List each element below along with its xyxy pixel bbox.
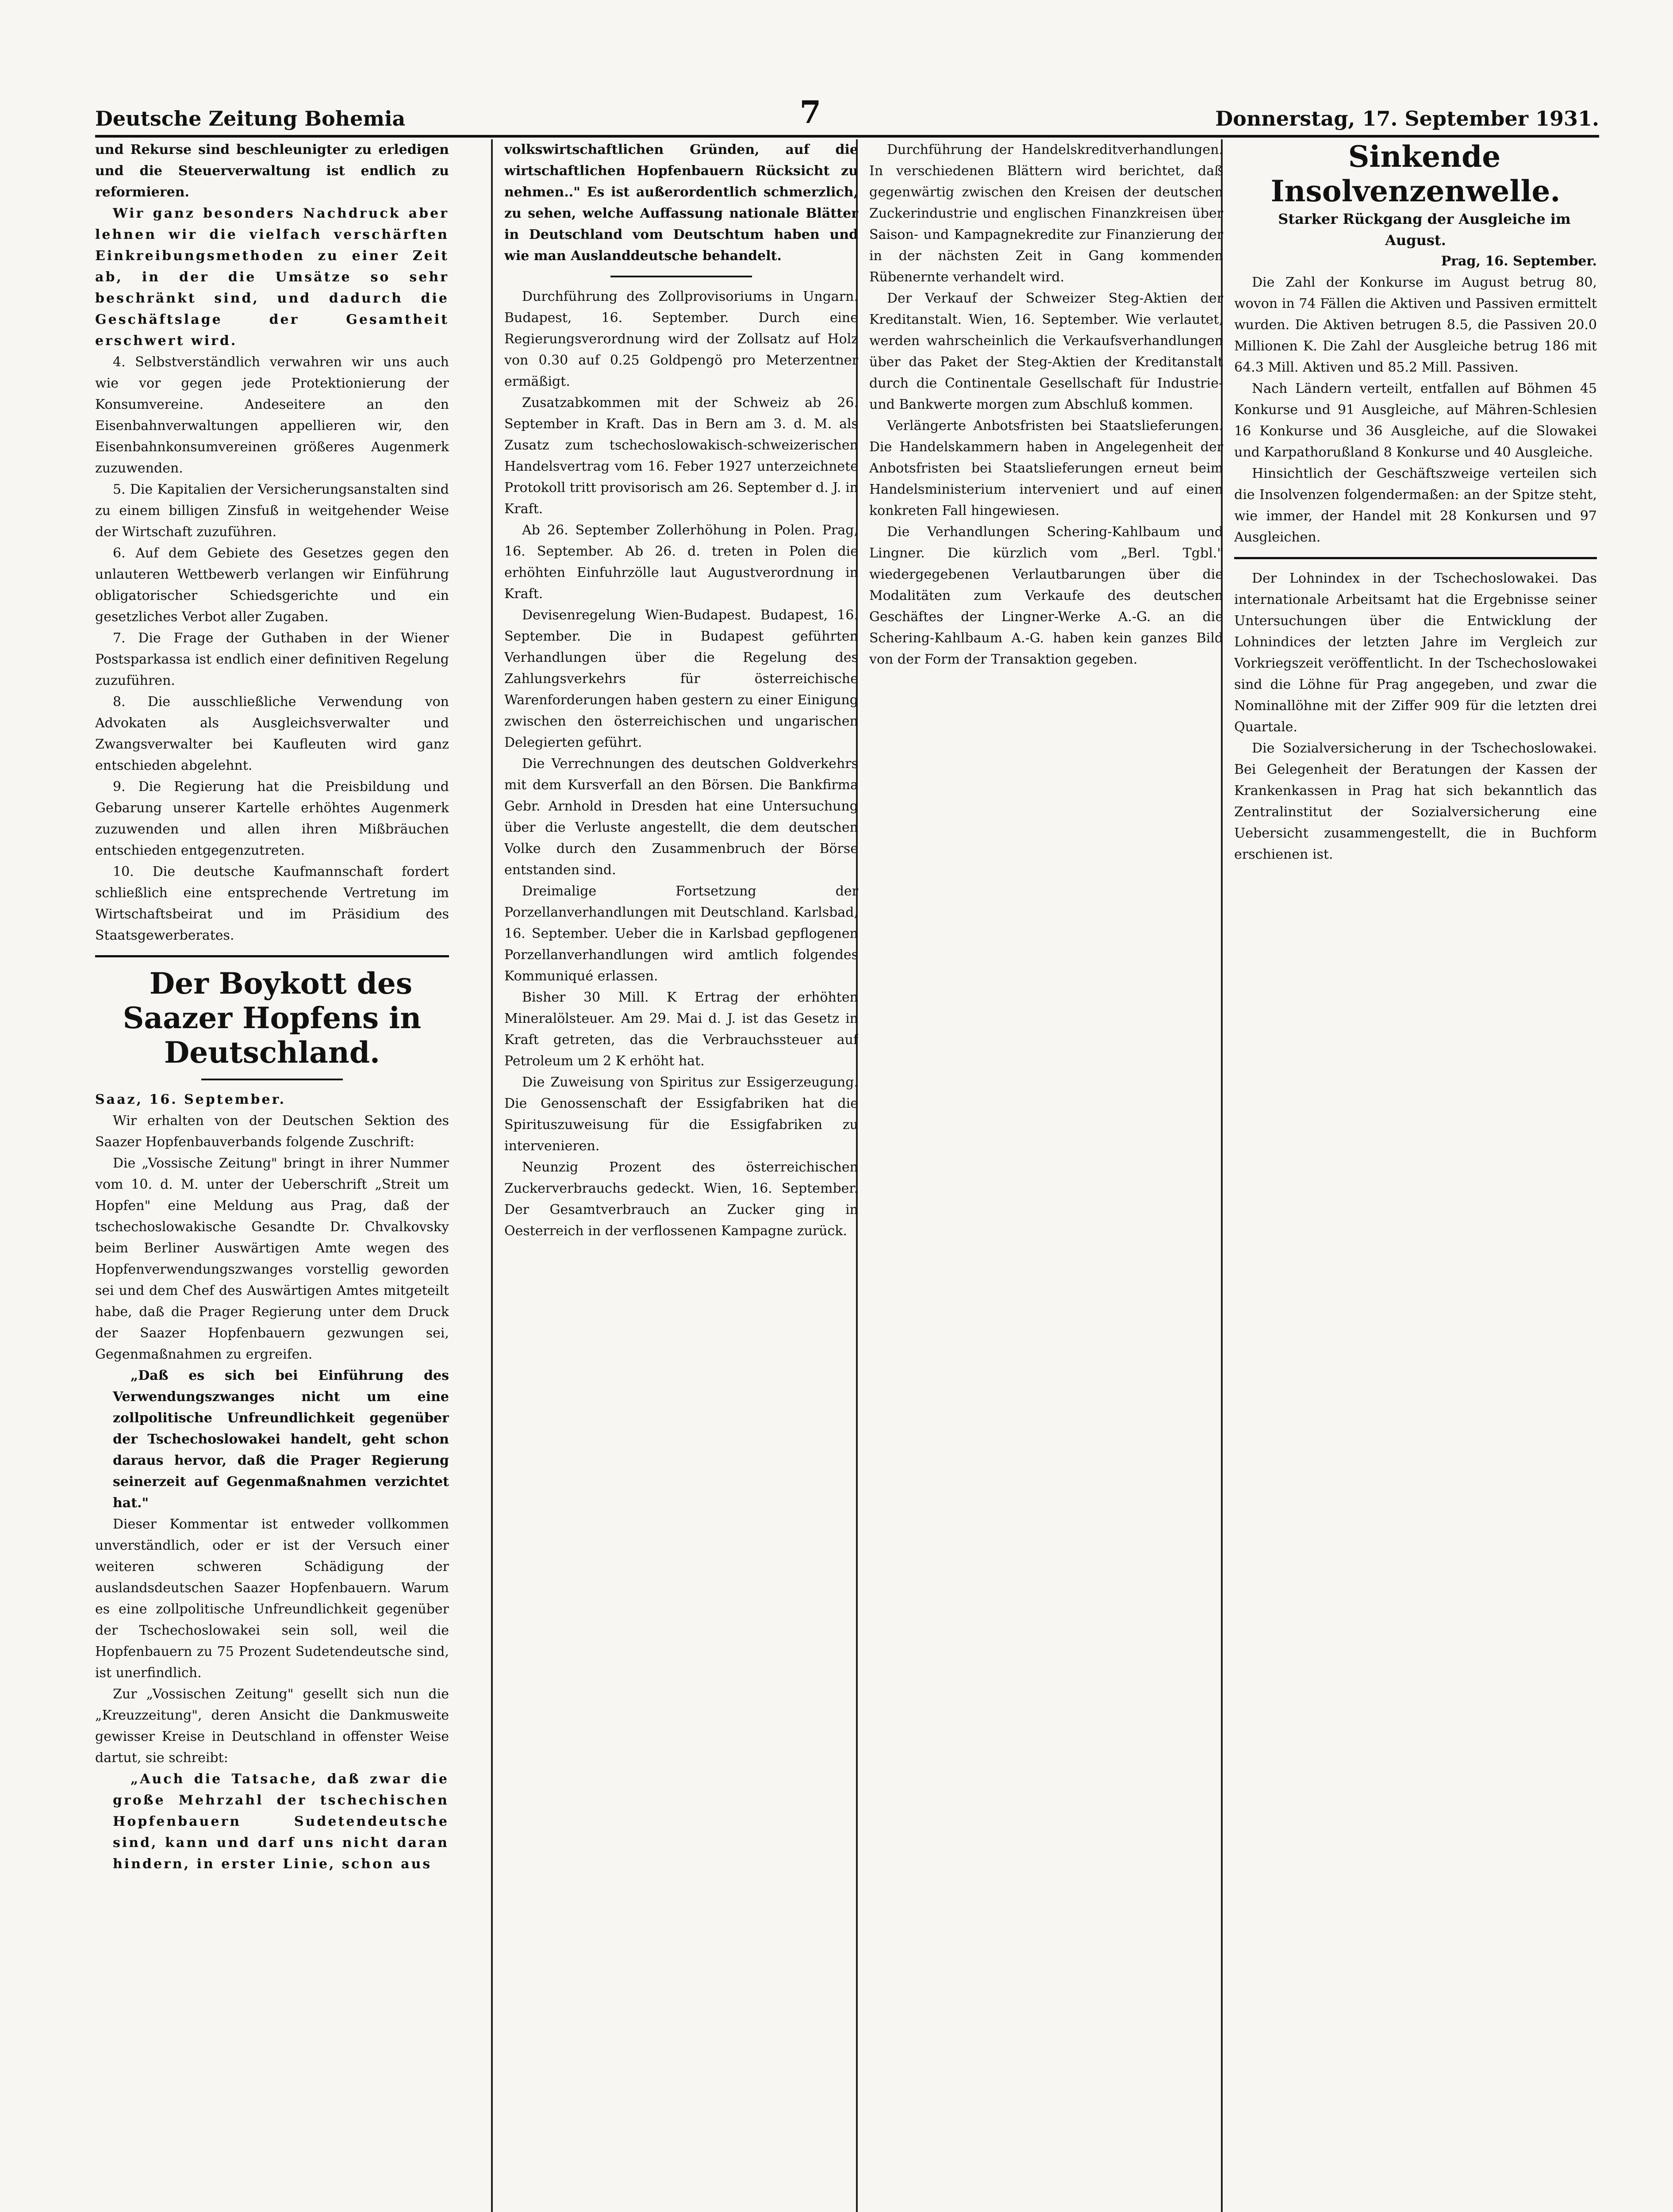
news-item: Die Zuweisung von Spiritus zur Essigerzeugung. Die Genossenschaft der Essigfabriken hat die Spirituszuweisung für die Essigfabriken zu intervenieren.: [504, 1075, 858, 1154]
article-headline: Sinkende Insolvenzenwelle.: [1270, 139, 1561, 208]
list-item: 7. Die Frage der Guthaben in der Wiener Postsparkassa ist endlich einer definitiven Regelung zuzuführen.: [95, 630, 449, 688]
list-item: 9. Die Regierung hat die Preisbildung und Gebarung unserer Kartelle erhöhtes Augenmerk zuzuwenden und allen ihren Mißbräuchen entschieden entgegenzutreten.: [95, 779, 449, 858]
article-paragraph: Zur „Vossischen Zeitung" gesellt sich nun die „Kreuzzeitung", deren Ansicht die Dankmusweite gewisser Kreise in Deutschland in offenster Weise dartut, sie schreibt:: [95, 1686, 449, 1766]
news-item: Dreimalige Fortsetzung der Porzellanverhandlungen mit Deutschland. Karlsbad, 16. September. Ueber die in Karlsbad gepflogenen Porzellanverhandlungen wird amtlich folgendes Kommuniqué erlassen.: [504, 883, 858, 984]
column-text: und Rekurse sind beschleunigter zu erledigen und die Steuerverwaltung ist endlich zu reformieren.: [95, 142, 449, 200]
list-item: 6. Auf dem Gebiete des Gesetzes gegen den unlauteren Wettbewerb verlangen wir Einführung obligatorischer Schiedsgerichte und ein gesetzliches Verbot aller Zugaben.: [95, 545, 449, 625]
news-item: Verlängerte Anbotsfristen bei Staatslieferungen. Die Handelskammern haben in Angelegenheit der Anbotsfristen bei Staatslieferungen erneut beim Handelsministerium interveniert und auf einen konkreten Fall hingewiesen.: [869, 418, 1223, 518]
article-paragraph: Wir erhalten von der Deutschen Sektion des Saazer Hopfenbauverbands folgende Zuschrift:: [95, 1113, 449, 1150]
headline-rule: [201, 1079, 343, 1080]
news-item: Bisher 30 Mill. K Ertrag der erhöhten Mineralölsteuer. Am 29. Mai d. J. ist das Gesetz in Kraft getreten, das die Verbrauchssteuer auf Petroleum um 2 K erhöht hat.: [504, 990, 858, 1069]
news-item: Die Verrechnungen des deutschen Goldverkehrs mit dem Kursverfall an den Börsen. Die Bankfirma Gebr. Arnhold in Dresden hat eine Untersuchung über die Verluste angestellt, die dem deutschen Volke durch den Zusammenbruch der Börse entstanden sind.: [504, 756, 858, 878]
masthead: [95, 91, 1599, 138]
column-text: Wir ganz besonders Nachdruck aber lehnen wir die vielfach verschärften Einkreibungsmethoden zu einer Zeit ab, in der die Umsätze so sehr beschränkt sind, und dadurch die Geschäftslage der Gesamtheit erschwert wird.: [95, 206, 449, 349]
section-rule: [610, 276, 752, 277]
list-item: 4. Selbstverständlich verwahren wir uns auch wie vor gegen jede Protektionierung der Konsumvereine. Andeseitere an den Eisenbahnverwaltungen appellieren wir, den Eisenbahnkonsumvereinen größeres Augenmerk zuzuwenden.: [95, 354, 449, 476]
dateline: Prag, 16. September.: [1441, 253, 1597, 269]
column-text: volkswirtschaftlichen Gründen, auf die wirtschaftlichen Hopfenbauern Rücksicht zu nehmen.." Es ist außerordentlich schmerzlich, zu sehen, welche Auffassung nationale Blätter in Deutschland vom Deutschtum haben und wie man Auslanddeutsche behandelt.: [504, 142, 858, 264]
dateline: Saaz, 16. September.: [95, 1092, 286, 1107]
masthead-newspaper-name: Deutsche Zeitung Bohemia: [95, 107, 406, 131]
article-paragraph: Nach Ländern verteilt, entfallen auf Böhmen 45 Konkurse und 91 Ausgleiche, auf Mähren-Schlesien 16 Konkurse und 36 Ausgleiche, auf die Slowakei und Karpathorußland 8 Konkurse und 40 Ausgleiche.: [1234, 381, 1597, 460]
column-2: [504, 139, 858, 2212]
section-rule: [1234, 557, 1597, 559]
news-item: Devisenregelung Wien-Budapest. Budapest, 16. September. Die in Budapest geführten Verhandlungen über die Regelung des Zahlungsverkehrs für österreichische Warenforderungen haben gestern zu einer Einigung zwischen den österreichischen und ungarischen Delegierten geführt.: [504, 607, 858, 750]
article-paragraph: Die Zahl der Konkurse im August betrug 80, wovon in 74 Fällen die Aktiven und Passiven ermittelt wurden. Die Aktiven betrugen 8.5, die Passiven 20.0 Millionen K. Die Zahl der Ausgleiche betrug 186 mit 64.3 Mill. Aktiven und 85.2 Mill. Passiven.: [1234, 275, 1597, 375]
list-item: 8. Die ausschließliche Verwendung von Advokaten als Ausgleichsverwalter und Zwangsverwalter bei Kaufleuten wird ganz entschieden abgelehnt.: [95, 694, 449, 773]
news-item: Durchführung der Handelskreditverhandlungen. In verschiedenen Blättern wird berichtet, daß gegenwärtig zwischen den Kreisen der deutschen Zuckerindustrie und englischen Finanzkreisen über Saison- und Kampagnekredite zur Finanzierung der in der nächsten Zeit in Gang kommenden Rübenernte verhandelt wird.: [869, 142, 1223, 285]
article-paragraph: Dieser Kommentar ist entweder vollkommen unverständlich, oder er ist der Versuch einer weiteren schweren Schädigung der auslandsdeutschen Saazer Hopfenbauern. Warum es eine zollpolitische Unfreundlichkeit gegenüber der Tschechoslowakei sein soll, weil die Hopfenbauern zu 75 Prozent Sudetendeutsche sind, ist unerfindlich.: [95, 1517, 449, 1681]
article-headline: Der Boykott des Saazer Hopfens in Deutschland.: [123, 966, 422, 1070]
section-rule: [95, 955, 449, 957]
news-item: Die Sozialversicherung in der Tschechoslowakei. Bei Gelegenheit der Beratungen der Kassen der Krankenkassen in Prag hat sich bekanntlich das Zentralinstitut der Sozialversicherung eine Uebersicht zusammengestellt, die in Buchform erschienen ist.: [1234, 741, 1597, 862]
article-subheadline: Starker Rückgang der Ausgleiche im August.: [1278, 211, 1571, 249]
article-quote: „Daß es sich bei Einführung des Verwendungszwanges nicht um eine zollpolitische Unfreundlichkeit gegenüber der Tschechoslowakei handelt, geht schon daraus hervor, daß die Prager Regierung seinerzeit auf Gegenmaßnahmen verzichtet hat.": [113, 1368, 449, 1511]
news-item: Der Lohnindex in der Tschechoslowakei. Das internationale Arbeitsamt hat die Ergebnisse seiner Untersuchungen über die Entwicklung der Lohnindices der letzten Jahre im Vergleich zur Vorkriegszeit veröffentlicht. In der Tschechoslowakei sind die Löhne für Prag angegeben, und zwar die Nominallöhne mit der Ziffer 909 für die letzten drei Quartale.: [1234, 571, 1597, 735]
article-paragraph: Die „Vossische Zeitung" bringt in ihrer Nummer vom 10. d. M. unter der Ueberschrift „Streit um Hopfen" eine Meldung aus Prag, daß der tschechoslowakische Gesandte Dr. Chvalkovsky beim Berliner Auswärtigen Amte wegen des Hopfenverwendungszwanges vorstellig geworden sei und dem Chef des Auswärtigen Amtes mitgeteilt habe, daß die Prager Regierung unter dem Druck der Saazer Hopfenbauern gezwungen sei, Gegenmaßnahmen zu ergreifen.: [95, 1156, 449, 1362]
news-item: Zusatzabkommen mit der Schweiz ab 26. September in Kraft. Das in Bern am 3. d. M. als Zusatz zum tschechoslowakisch-schweizerischen Handelsvertrag vom 16. Feber 1927 unterzeichnete Protokoll tritt provisorisch am 26. September d. J. in Kraft.: [504, 395, 858, 517]
news-item: Durchführung des Zollprovisoriums in Ungarn. Budapest, 16. September. Durch eine Regierungsverordnung wird der Zollsatz auf Holz von 0.30 auf 0.25 Goldpengö pro Meterzentner ermäßigt.: [504, 289, 858, 389]
news-item: Der Verkauf der Schweizer Steg-Aktien der Kreditanstalt. Wien, 16. September. Wie verlautet, werden wahrscheinlich die Verkaufsverhandlungen über das Paket der Steg-Aktien der Kreditanstalt durch die Continentale Gesellschaft für Industrie- und Bankwerte morgen zum Abschluß kommen.: [869, 291, 1223, 412]
page-number: 7: [799, 94, 821, 131]
news-item: Ab 26. September Zollerhöhung in Polen. Prag, 16. September. Ab 26. d. treten in Polen die erhöhten Einfuhrzölle laut Augustverordnung in Kraft.: [504, 522, 858, 602]
column-3: [869, 139, 1223, 2212]
news-item: Die Verhandlungen Schering-Kahlbaum und Lingner. Die kürzlich vom „Berl. Tgbl." wiedergegebenen Verlautbarungen über die Modalitäten zum Verkaufe des deutschen Geschäftes der Lingner-Werke A.-G. an die Schering-Kahlbaum A.-G. haben kein ganzes Bild von der Form der Transaktion gegeben.: [869, 524, 1223, 667]
news-item: Neunzig Prozent des österreichischen Zuckerverbrauchs gedeckt. Wien, 16. September. Der Gesamtverbrauch an Zucker ging in Oesterreich in der verflossenen Kampagne zurück.: [504, 1160, 858, 1239]
article-quote: „Auch die Tatsache, daß zwar die große Mehrzahl der tschechischen Hopfenbauern Sudetendeutsche sind, kann und darf uns nicht daran hindern, in erster Linie, schon aus: [113, 1771, 449, 1872]
column-4: [1234, 139, 1597, 2212]
list-item: 10. Die deutsche Kaufmannschaft fordert schließlich eine entsprechende Vertretung im Wirtschaftsbeirat und im Präsidium des Staatsgewerberates.: [95, 864, 449, 943]
list-item: 5. Die Kapitalien der Versicherungsanstalten sind zu einem billigen Zinsfuß in weitgehender Weise der Wirtschaft zuzuführen.: [95, 482, 449, 540]
article-paragraph: Hinsichtlich der Geschäftszweige verteilen sich die Insolvenzen folgendermaßen: an der Spitze steht, wie immer, der Handel mit 28 Konkursen und 97 Ausgleichen.: [1234, 466, 1597, 545]
column-1: [95, 139, 449, 2212]
column-divider: [491, 139, 493, 2212]
masthead-date: Donnerstag, 17. September 1931.: [1215, 107, 1599, 131]
